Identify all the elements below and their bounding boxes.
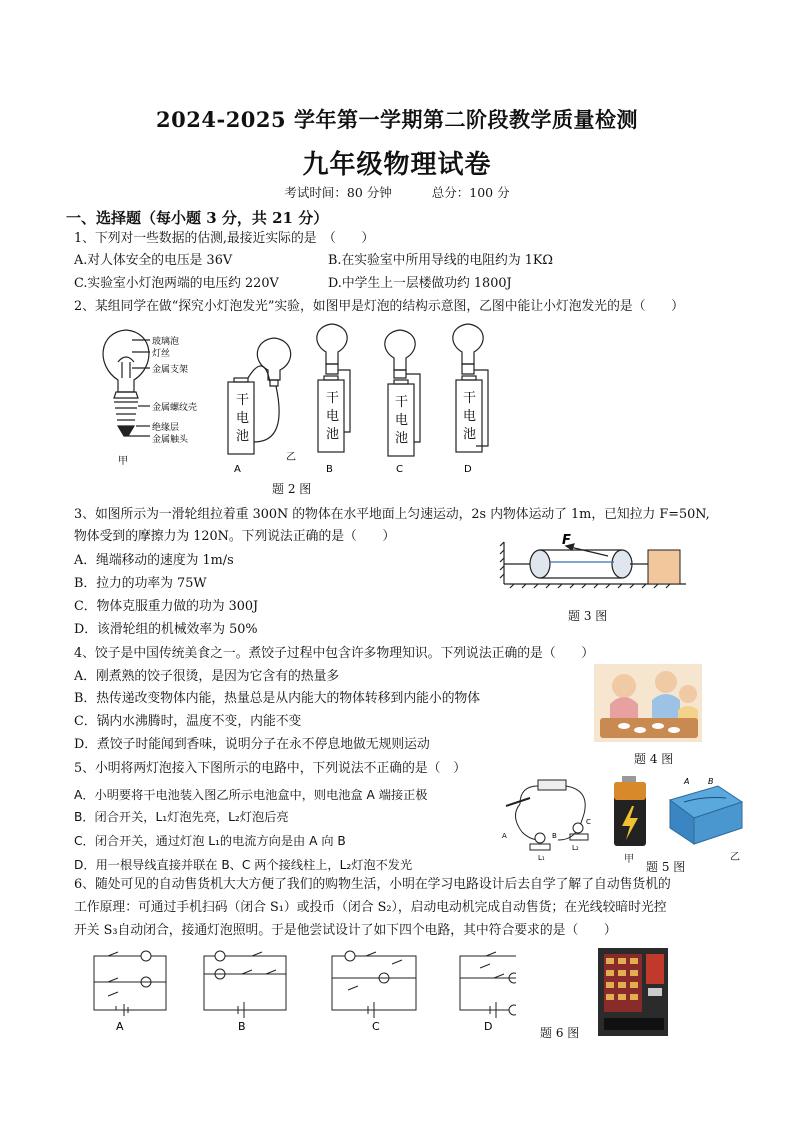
q2-caption: 题 2 图 — [272, 482, 312, 496]
svg-text:B: B — [552, 832, 557, 840]
svg-text:B: B — [708, 778, 714, 786]
q5-option-b: B．闭合开关，L₁灯泡先亮，L₂灯泡后亮 — [74, 810, 289, 824]
label-metal-contact: 金属触头 — [152, 435, 189, 445]
svg-text:电: 电 — [395, 413, 409, 428]
svg-text:池: 池 — [463, 427, 477, 442]
q4-option-c: C．锅内水沸腾时，温度不变，内能不变 — [74, 714, 302, 729]
q6-option-d-label: D — [484, 1020, 493, 1033]
q3-option-b: B．拉力的功率为 75W — [74, 576, 207, 591]
q1-option-c: C.实验室小灯泡两端的电压约 220V — [74, 276, 279, 291]
q6-caption: 题 6 图 — [540, 1026, 580, 1040]
label-glass-bulb: 玻璃泡 — [152, 337, 180, 347]
svg-text:L₂: L₂ — [572, 844, 579, 852]
q5-option-d: D．用一根导线直接并联在 B、C 两个接线柱上，L₂灯泡不发光 — [74, 858, 413, 872]
svg-text:池: 池 — [395, 431, 409, 446]
exam-subtitle: 九年级物理试卷 — [302, 150, 492, 180]
svg-text:L₁: L₁ — [538, 854, 545, 862]
svg-text:电: 电 — [236, 411, 250, 426]
exam-info — [0, 183, 794, 201]
label-metal-screw-shell: 金属螺纹壳 — [152, 403, 198, 413]
option-b-label: B — [326, 464, 333, 472]
q3-stem-1: 3、如图所示为一滑轮组拉着重 300N 的物体在水平地面上匀速运动，2s 内物体运动了 1m，已知拉力 F=50N, — [74, 507, 710, 522]
svg-text:干: 干 — [326, 391, 340, 406]
q3-option-a: A．绳端移动的速度为 1m/s — [74, 553, 234, 568]
q5-jia-label: 甲 — [624, 854, 634, 865]
option-d-label: D — [464, 464, 472, 472]
q1-option-b: B.在实验室中所用导线的电阻约为 1KΩ — [328, 253, 554, 268]
q6-circuit-options — [86, 950, 516, 1034]
q3-stem-2: 物体受到的摩擦力为 120N。下列说法正确的是（ ） — [74, 529, 396, 544]
q6-option-c-label: C — [372, 1020, 380, 1033]
q4-dumpling-illustration — [594, 664, 702, 742]
svg-text:干: 干 — [236, 393, 250, 408]
svg-text:干: 干 — [463, 391, 477, 406]
q6-option-b-label: B — [238, 1020, 246, 1033]
q6-line-1: 6、随处可见的自动售货机大大方便了我们的购物生活，小明在学习电路设计后去自学了解了自动售货机的 — [74, 877, 671, 892]
svg-text:A: A — [684, 778, 690, 786]
label-filament: 灯丝 — [152, 349, 171, 359]
label-insulation: 绝缘层 — [152, 423, 180, 433]
q3-option-c: C．物体克服重力做的功为 300J — [74, 599, 259, 614]
q5-battery-image — [610, 776, 650, 848]
q3-caption: 题 3 图 — [568, 609, 608, 623]
label-metal-bracket: 金属支架 — [152, 365, 189, 375]
q3-pulley-figure — [496, 532, 690, 594]
q1-option-d: D.中学生上一层楼做功约 1800J — [328, 276, 512, 291]
force-label: F — [562, 533, 571, 548]
q1-stem: 1、下列对一些数据的估测,最接近实际的是 （ ） — [74, 231, 375, 246]
svg-text:A: A — [502, 832, 507, 840]
exam-score: 总分：100 分 — [431, 185, 510, 200]
q6-vending-machine-image — [596, 946, 670, 1038]
exam-title: 2024-2025 学年第一学期第二阶段教学质量检测 — [156, 107, 638, 132]
q5-option-a: A．小明要将干电池装入图乙所示电池盒中，则电池盒 A 端接正极 — [74, 788, 428, 802]
svg-text:干: 干 — [395, 395, 409, 410]
section-heading: 一、选择题（每小题 3 分，共 21 分） — [66, 209, 329, 227]
q4-option-d: D．煮饺子时能闻到香味，说明分子在永不停息地做无规则运动 — [74, 737, 430, 752]
svg-text:池: 池 — [236, 429, 250, 444]
exam-time: 考试时间：80 分钟 — [284, 185, 392, 200]
q5-circuit-diagram — [500, 776, 600, 862]
q4-caption: 题 4 图 — [634, 752, 674, 766]
bulb-structure-diagram — [103, 330, 150, 436]
option-c-label: C — [396, 464, 403, 472]
svg-text:池: 池 — [326, 427, 340, 442]
svg-text:电: 电 — [463, 409, 477, 424]
q5-yi-label: 乙 — [730, 852, 740, 863]
q3-option-d: D．该滑轮组的机械效率为 50% — [74, 622, 258, 637]
label-yi: 乙 — [286, 452, 296, 463]
q5-option-c: C．闭合开关，通过灯泡 L₁的电流方向是由 A 向 B — [74, 834, 346, 848]
q6-line-3: 开关 S₃自动闭合，接通灯泡照明。于是他尝试设计了如下四个电路，其中符合要求的是（ ） — [74, 923, 617, 938]
q4-stem: 4、饺子是中国传统美食之一。煮饺子过程中包含许多物理知识。下列说法正确的是（ ） — [74, 646, 595, 661]
q2-figure — [88, 322, 508, 472]
label-jia: 甲 — [118, 456, 128, 467]
svg-text:C: C — [586, 818, 591, 826]
q2-stem: 2、某组同学在做“探究小灯泡发光”实验，如图甲是灯泡的结构示意图，乙图中能让小灯泡发光的是（ ） — [74, 299, 684, 314]
q5-caption: 题 5 图 — [646, 860, 686, 874]
q5-battery-box-image — [664, 778, 746, 848]
svg-text:电: 电 — [326, 409, 340, 424]
option-a-label: A — [234, 464, 241, 472]
q4-option-b: B．热传递改变物体内能，热量总是从内能大的物体转移到内能小的物体 — [74, 691, 481, 706]
q6-line-2: 工作原理：可通过手机扫码（闭合 S₁）或投币（闭合 S₂），启动电动机完成自动售货；在光线较暗时光控 — [74, 900, 667, 915]
q1-option-a: A.对人体安全的电压是 36V — [74, 253, 233, 268]
q6-option-a-label: A — [116, 1020, 124, 1033]
q4-option-a: A．刚煮熟的饺子很烫，是因为它含有的热量多 — [74, 669, 340, 684]
q5-stem: 5、小明将两灯泡接入下图所示的电路中，下列说法不正确的是（ ） — [74, 761, 467, 776]
